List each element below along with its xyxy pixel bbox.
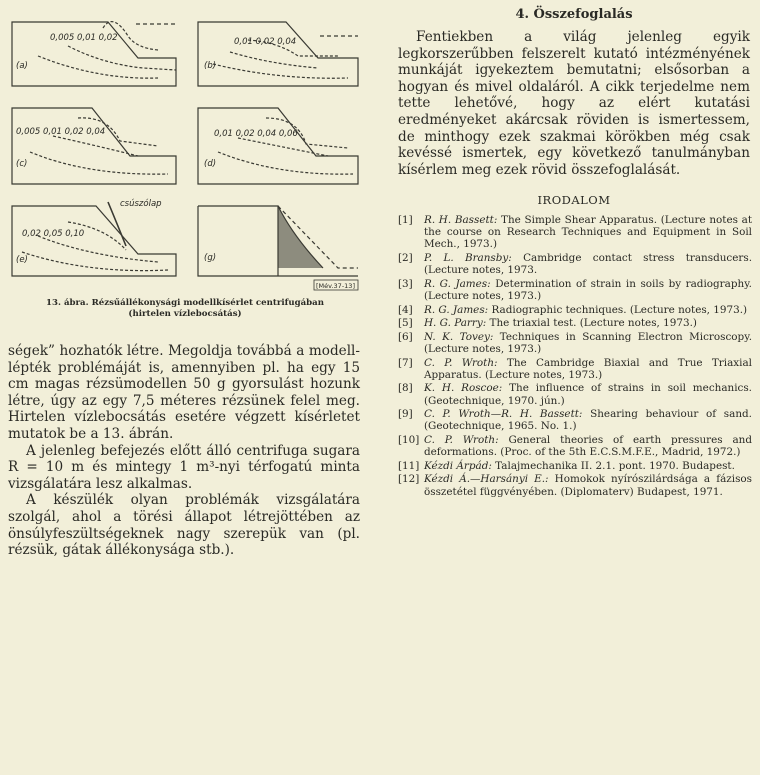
- reference-text: The triaxial test. (Lecture notes, 1973.): [489, 317, 697, 330]
- reference-item: [398, 304, 752, 316]
- panel-a: [12, 22, 176, 86]
- panel-c-label: (c): [16, 159, 28, 169]
- panel-d-contours: 0,01 0,02 0,04 0,06: [214, 129, 298, 139]
- reference-text: Techniques in Scanning Electron Microscopy. (Lecture notes, 1973.): [424, 330, 752, 355]
- panel-b: [198, 22, 358, 86]
- reference-item: [398, 473, 752, 497]
- reference-text: Radiographic techniques. (Lecture notes, 1973.): [491, 303, 748, 316]
- reference-item: [398, 252, 752, 276]
- reference-item: [398, 214, 752, 251]
- summary-paragraph: Fentiekben a világ jelenleg egyik legkorszerűbben felszerelt kutató intézményének munkáját igyekeztem bemutatni; elsősorban a hogyan és mivel oldaláról. A cikk terjedelme nem tette lehetővé, hogy az elért kutatási eredményeket akárcsak röviden is ismertessem, de minthogy ezek szakmai körökben még csak kevéssé ismertek, egy következő tanulmányban kísérlem meg ezek rövid összefoglalását.: [398, 29, 750, 178]
- reference-text: General theories of earth pressures and deformations. (Proc. of the 5th E.C.S.M.F.E., Madrid, 1972.): [424, 433, 753, 459]
- reference-number: [8]: [398, 382, 413, 395]
- figure-caption-line1: 13. ábra. Rézsűállékonysági modellkísérlet centrifugában: [46, 298, 324, 308]
- reference-item: [398, 434, 752, 458]
- reference-number: [3]: [398, 277, 413, 290]
- panel-d-label: (d): [204, 159, 217, 169]
- reference-text: Determination of strain in soils by radiography. (Lecture notes, 1973.): [424, 277, 752, 302]
- reference-number: [5]: [398, 317, 413, 330]
- reference-item: [398, 408, 752, 432]
- left-column-text: [8, 343, 360, 559]
- left-paragraph-2: A jelenleg befejezés előtt álló centrifuga sugara R = 10 m és mintegy 1 m³-nyi térfogatú minta vizsgálatára lesz alkalmas.: [8, 442, 360, 492]
- reference-number: [4]: [398, 303, 413, 316]
- figure-caption-line2: (hirtelen vízlebocsátás): [128, 309, 242, 319]
- reference-author: R. H. Bassett:: [424, 214, 498, 226]
- reference-author: R. G. James:: [424, 303, 489, 316]
- reference-text: Talajmechanika II. 2.1. pont. 1970. Budapest.: [495, 459, 735, 472]
- reference-author: H. G. Parry:: [424, 317, 487, 330]
- reference-list: [398, 214, 752, 499]
- panel-e-slip-surface-label: csúszólap: [120, 199, 162, 209]
- reference-author: C. P. Wroth:: [424, 433, 499, 446]
- reference-item: [398, 278, 752, 302]
- reference-author: K. H. Roscoe:: [424, 382, 503, 395]
- reference-number: [2]: [398, 252, 413, 264]
- panel-c-contours: 0,005 0,01 0,02 0,04: [16, 127, 106, 137]
- reference-item: [398, 357, 752, 381]
- panel-b-contours: 0,01 0,02 0,04: [234, 37, 297, 47]
- reference-author: C. P. Wroth:: [424, 356, 498, 369]
- reference-author: C. P. Wroth—R. H. Bassett:: [424, 408, 583, 421]
- reference-author: Kézdi Á.—Harsányi E.:: [424, 473, 549, 486]
- panel-a-label: (a): [16, 61, 28, 71]
- reference-author: Kézdi Árpád:: [424, 459, 492, 472]
- reference-author: P. L. Bransby:: [424, 252, 512, 264]
- figure-stamp: [Mév.37-13]: [316, 282, 355, 290]
- reference-item: [398, 317, 752, 329]
- panel-b-label: (b): [204, 61, 217, 71]
- reference-text: The influence of strains in soil mechanics. (Geotechnique, 1970. jún.): [424, 382, 752, 407]
- reference-text: The Simple Shear Apparatus. (Lecture notes at the course on Research Techniques and Equipment in Soil Mech., 1973.): [424, 214, 752, 251]
- section-title: 4. Összefoglalás: [515, 7, 633, 22]
- references-title: IRODALOM: [537, 193, 611, 207]
- panel-e: [12, 202, 176, 276]
- panel-g-label: (g): [204, 253, 217, 263]
- reference-number: [1]: [398, 214, 413, 226]
- panel-e-contours: 0,02 0,05 0,10: [22, 229, 85, 239]
- reference-text: Cambridge contact stress transducers. (Lecture notes, 1973.: [424, 252, 752, 277]
- panel-d: [198, 108, 358, 184]
- figure-13-diagram: [8, 6, 360, 294]
- reference-item: [398, 331, 752, 355]
- panel-c: [12, 108, 176, 184]
- reference-number: [11]: [398, 459, 420, 472]
- reference-number: [7]: [398, 356, 413, 369]
- reference-number: [6]: [398, 330, 413, 343]
- figure-caption: [10, 298, 360, 320]
- left-paragraph-3: A készülék olyan problémák vizsgálatára szolgál, ahol a törési állapot létrejöttében az önsúlyfeszültségeknek nagy szerepük van (pl. rézsük, gátak állékonysága stb.).: [8, 492, 360, 559]
- reference-text: Shearing behaviour of sand. (Geotechnique, 1965. No. 1.): [424, 408, 752, 433]
- reference-text: Homokok nyírószilárdsága a fázisos összetétel függvényében. (Diplomaterv) Budapest, 1971.: [424, 473, 752, 498]
- reference-number: [9]: [398, 408, 413, 421]
- panel-a-contours: 0,005 0,01 0,02: [50, 33, 118, 43]
- panel-e-label: (e): [16, 255, 28, 265]
- left-paragraph-1: ségek” hozhatók létre. Megoldja továbbá a modell-lépték problémáját is, amennyiben pl. ha egy 15 cm magas rézsümodellen 50 g gyorsulást hozunk létre, úgy az egy 7,5 méteres rézsünek felel meg. Hirtelen vízlebocsátás esetére végzett kísérletet mutatok be a 13. ábrán.: [8, 343, 360, 442]
- reference-author: N. K. Tovey:: [424, 330, 494, 343]
- reference-number: [12]: [398, 473, 420, 486]
- reference-item: [398, 382, 752, 406]
- reference-number: [10]: [398, 433, 420, 446]
- reference-text: The Cambridge Biaxial and True Triaxial Apparatus. (Lecture notes, 1973.): [424, 356, 752, 381]
- reference-item: [398, 460, 752, 472]
- reference-author: R. G. James:: [424, 277, 491, 290]
